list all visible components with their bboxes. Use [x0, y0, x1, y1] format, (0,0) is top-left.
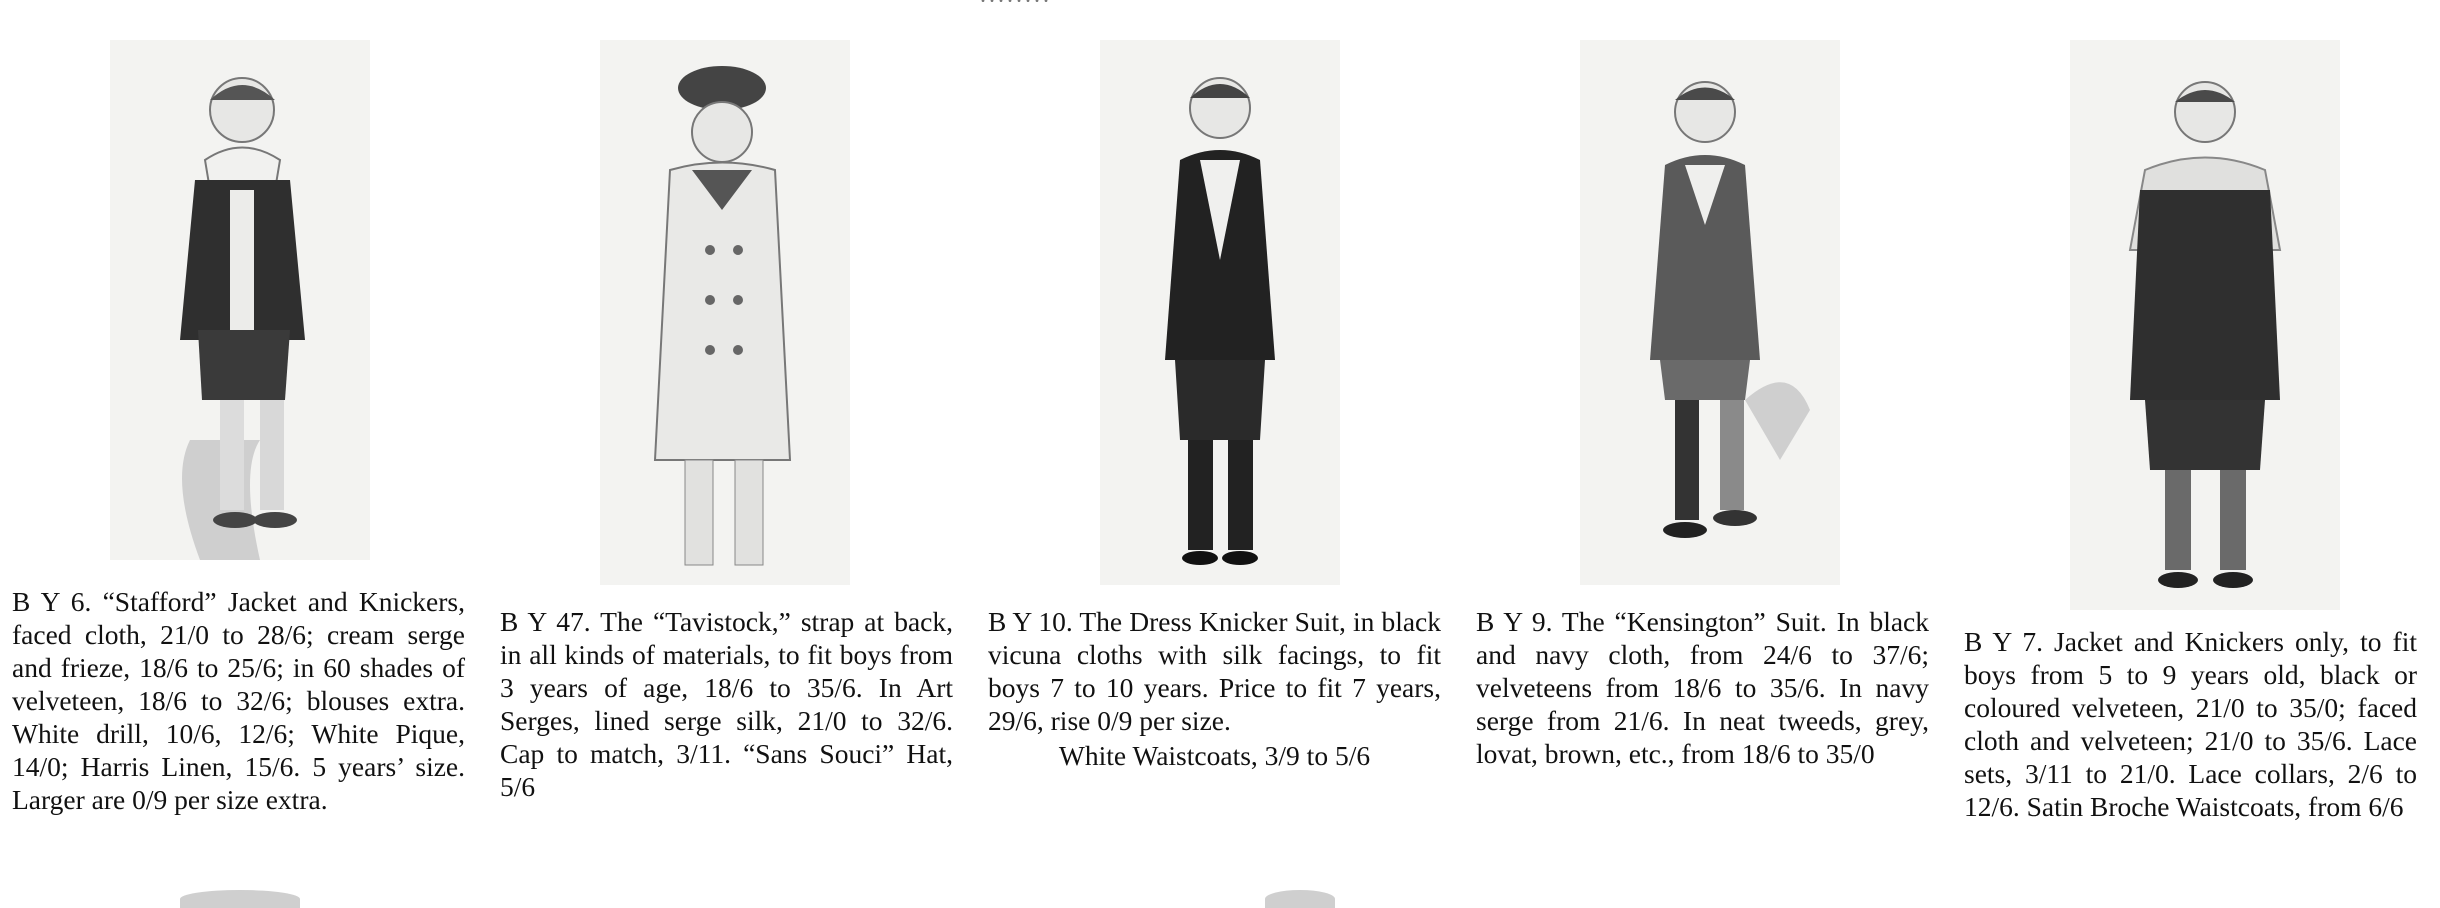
- caption-by-10: [988, 605, 1441, 772]
- cropped-illustration-fragment: [1265, 890, 1335, 908]
- caption-by-9: [1476, 605, 1929, 770]
- illustration-boy-stafford: [110, 40, 370, 560]
- caption-text: B Y 47. The “Tavistock,” strap at back, in all kinds of materials, to fit boys from 3 years of age, 18/6 to 35/6. In Art Serges, lined serge silk, 21/0 to 32/6. Cap to match, 3/11. “Sans Souci” Hat, 5/6: [500, 606, 953, 802]
- caption-text: B Y 10. The Dress Knicker Suit, in black vicuna cloths with silk facings, to fit boys 7 to 10 years. Price to fit 7 years, 29/6, rise 0/9 per size.: [988, 606, 1441, 736]
- illustration-boy-dress-knicker-suit: [1100, 40, 1340, 585]
- illustration-boy-kensington: [1580, 40, 1840, 585]
- boy-figure-overcoat-cap-icon: [600, 40, 850, 585]
- cropped-header-text: [980, 0, 1400, 8]
- cropped-illustration-fragment: [180, 890, 300, 908]
- boy-figure-seated-jacket-knickers-icon: [110, 40, 370, 560]
- caption-by-7: [1964, 625, 2417, 823]
- boy-figure-lace-collar-velveteen-icon: [2070, 40, 2340, 610]
- caption-text: B Y 9. The “Kensington” Suit. In black and navy cloth, from 24/6 to 37/6; velveteens from 18/6 to 35/6. In navy serge from 21/6. In neat tweeds, grey, lovat, brown, etc., from 18/6 to 35/0: [1476, 606, 1929, 769]
- caption-extra-line: White Waistcoats, 3/9 to 5/6: [1058, 740, 1371, 771]
- boy-figure-dress-knicker-suit-icon: [1100, 40, 1340, 585]
- illustration-boy-tavistock: [600, 40, 850, 585]
- caption-by-6: [12, 585, 465, 816]
- illustration-boy-lace-collar: [2070, 40, 2340, 610]
- caption-text: B Y 6. “Stafford” Jacket and Knickers, faced cloth, 21/0 to 28/6; cream serge and frieze, 18/6 to 25/6; in 60 shades of velveteen, 18/6 to 32/6; blouses extra. White drill, 10/6, 12/6; White Pique, 14/0; Harris Linen, 15/6. 5 years’ size. Larger are 0/9 per size extra.: [12, 586, 465, 815]
- boy-figure-kensington-suit-icon: [1580, 40, 1840, 585]
- caption-text: B Y 7. Jacket and Knickers only, to fit boys from 5 to 9 years old, black or coloured velveteen, 21/0 to 35/0; faced cloth and velveteen; 21/0 to 35/6. Lace sets, 3/11 to 21/0. Lace collars, 2/6 to 12/6. Satin Broche Waistcoats, from 6/6: [1964, 626, 2417, 822]
- caption-by-47: [500, 605, 953, 803]
